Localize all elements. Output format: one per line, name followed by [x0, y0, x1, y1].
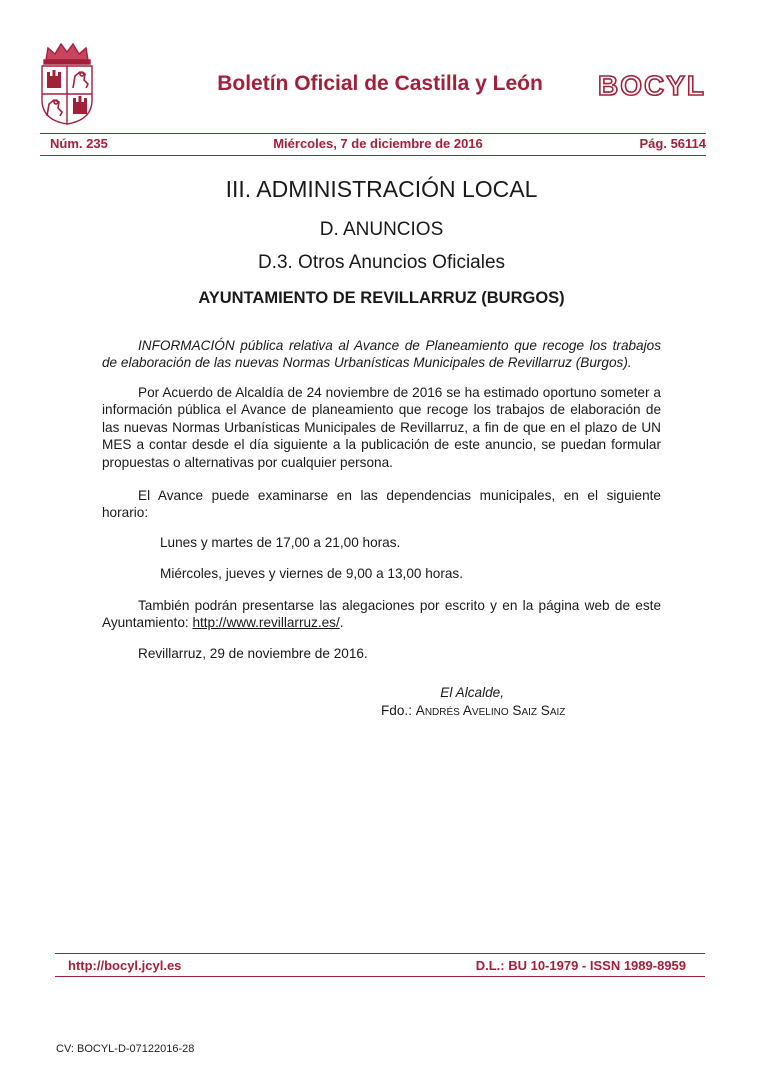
svg-text:BOCYL: BOCYL — [598, 70, 706, 100]
page-number: Pág. 56114 — [639, 136, 706, 151]
bocyl-logo — [596, 70, 726, 100]
place-and-date: Revillarruz, 29 de noviembre de 2016. — [138, 646, 368, 661]
issue-info-bar — [50, 136, 706, 154]
signature-prefix: Fdo.: — [381, 703, 416, 718]
signature-name: Andrés Avelino Saiz Saiz — [415, 703, 566, 718]
schedule-line-2: Miércoles, jueves y viernes de 9,00 a 13,00 horas. — [160, 566, 464, 581]
schedule-line-1: Lunes y martes de 17,00 a 21,00 horas. — [160, 535, 401, 550]
signature-line — [381, 703, 565, 718]
body-paragraph-3 — [102, 597, 661, 632]
subsubsection-heading: D.3. Otros Anuncios Oficiales — [257, 252, 506, 273]
header-rule-top — [40, 133, 706, 134]
header-rule-bottom — [40, 155, 706, 156]
body-paragraph-2: El Avance puede examinarse en las dependencias municipales, en el siguiente horario: — [102, 488, 661, 521]
footer-bar — [68, 958, 686, 976]
signature-role: El Alcalde, — [440, 685, 504, 700]
section-heading: III. ADMINISTRACIÓN LOCAL — [225, 176, 538, 202]
issue-number: Núm. 235 — [50, 136, 108, 151]
organization-heading: AYUNTAMIENTO DE REVILLARRUZ (BURGOS) — [198, 289, 565, 307]
paragraph-3-text: También podrán presentarse las alegaciones por escrito y en la página web de este Ayuntamiento: — [102, 598, 661, 631]
footer-url[interactable]: http://bocyl.jcyl.es — [68, 958, 182, 973]
body-paragraph-1: Por Acuerdo de Alcaldía de 24 noviembre de 2016 se ha estimado oportuno someter a información pública el Avance de planeamiento que recoge los trabajos de elaboración de las nuevas Normas Urbanísticas Municipales de Revillarruz, a fin de que en el plazo de UN MES a contar desde el día siguiente a la publicación de este anuncio, se puedan formular propuestas o alternativas por cualquier persona. — [102, 385, 661, 470]
issue-date: Miércoles, 7 de diciembre de 2016 — [273, 136, 483, 151]
bulletin-title: Boletín Oficial de Castilla y León — [217, 72, 543, 95]
intro-paragraph: INFORMACIÓN pública relativa al Avance de Planeamiento que recoge los trabajos de elaboración de las nuevas Normas Urbanísticas Municipales de Revillarruz (Burgos). — [102, 338, 661, 371]
footer-legal: D.L.: BU 10-1979 - ISSN 1989-8959 — [475, 958, 686, 973]
document-cv-code: CV: BOCYL-D-07122016-28 — [56, 1043, 195, 1055]
coat-of-arms-icon — [38, 40, 96, 126]
footer-rule-bottom — [55, 976, 705, 977]
town-website-link[interactable]: http://www.revillarruz.es/ — [192, 615, 340, 631]
paragraph-3-end: . — [339, 615, 344, 631]
footer-rule-top — [55, 953, 705, 954]
subsection-heading: D. ANUNCIOS — [319, 219, 444, 240]
